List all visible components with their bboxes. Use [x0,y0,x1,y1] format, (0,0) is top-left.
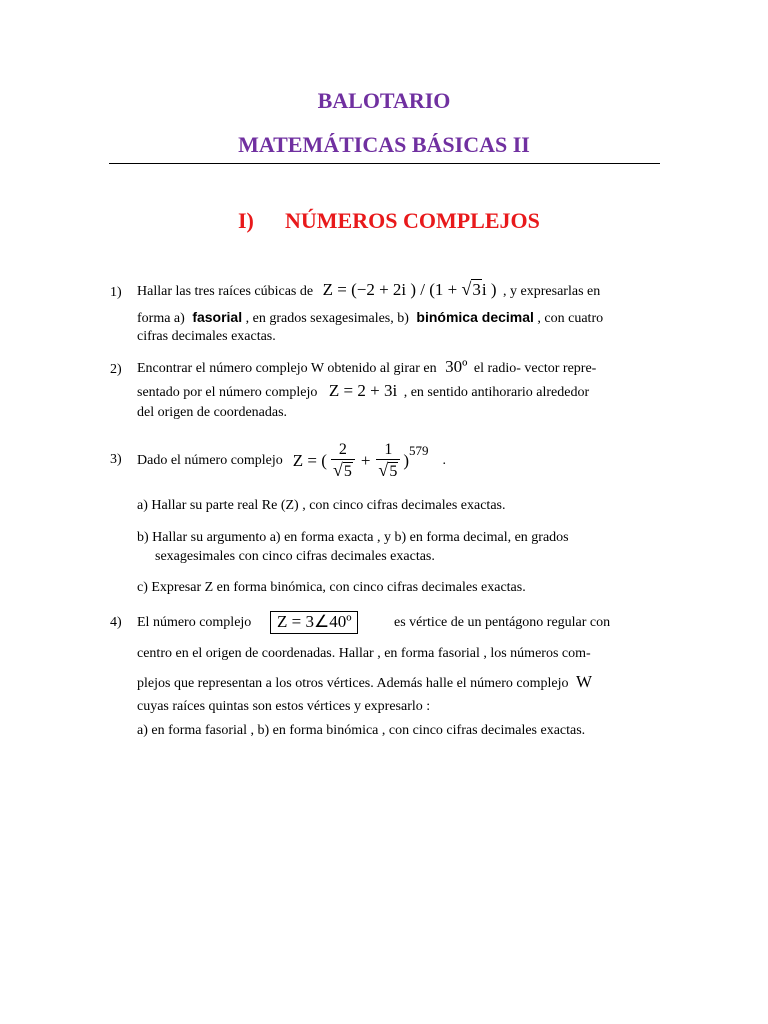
sqrt-symbol: √ [378,459,389,480]
problem-1-form-end: , con cuatro [537,311,604,326]
problem-2-line-1 [137,357,596,377]
problem-1-equation [323,280,497,299]
problem-1-line-2 [137,309,603,327]
header-divider [109,163,660,164]
fraction-1-radicand: 5 [343,462,352,480]
fraction-1-denominator [331,459,355,482]
problem-2-line-2 [137,381,589,401]
problem-1-form-middle: , en grados sexagesimales, b) [245,311,409,326]
problem-1-equation-left: Z = (−2 + 2i ) / (1 + [322,280,458,299]
problem-1-line-1 [137,279,600,300]
problem-4-line-5: a) en forma fasorial , b) en forma binómica , con cinco cifras decimales exactas. [137,723,586,738]
sqrt-symbol: √ [332,459,343,480]
fraction-2-radicand: 5 [389,462,398,480]
problem-1-bold-fasorial: fasorial [192,309,243,325]
problem-1-form-label: forma a) [137,311,185,326]
problem-4-line-3-text: plejos que representan a los otros vértices. Además halle el número complejo [137,676,569,691]
problem-3-part-b-line-1: b) Hallar su argumento a) en forma exacta , y b) en forma decimal, en grados [137,530,569,545]
problem-4-boxed-equation: Z = 3∠40º [270,611,358,634]
problem-3-part-b-line-2: sexagesimales con cinco cifras decimales exactas. [155,549,435,564]
problem-2-equation: Z = 2 + 3i [328,381,398,400]
problem-2-text-d: , en sentido antihorario alrededor [403,385,590,400]
problem-3-period: . [442,453,446,468]
sqrt-symbol: √ [461,279,472,299]
problem-3-intro: Dado el número complejo [137,453,283,468]
problem-4-w: W [576,672,593,691]
problem-3-equation-start: Z = ( [292,451,327,470]
section-title: NÚMEROS COMPLEJOS [285,208,540,233]
problem-1-intro: Hallar las tres raíces cúbicas de [137,284,314,299]
document-subtitle: MATEMÁTICAS BÁSICAS II [238,132,530,157]
section-number: I) [238,208,254,233]
problem-3-part-c: c) Expresar Z en forma binómica, con cinco cifras decimales exactas. [137,580,526,595]
plus-sign: + [360,451,371,470]
fraction-2-denominator [376,459,400,482]
problem-1-radicand: 3 [472,280,481,299]
problem-3-exponent: 579 [408,443,429,458]
document-title: BALOTARIO [317,88,451,113]
fraction-2-numerator: 1 [384,440,393,458]
problem-1-intro-end: , y expresarlas en [503,284,601,299]
problem-4-line-2: centro en el origen de coordenadas. Hallar , en forma fasorial , los números com- [137,646,591,661]
problem-3-part-a: a) Hallar su parte real Re (Z) , con cinco cifras decimales exactas. [137,498,506,513]
problem-2-text-a: Encontrar el número complejo W obtenido al girar en [137,361,437,376]
problem-1-bold-binomica: binómica decimal [416,309,534,325]
problem-1-number: 1) [110,285,122,300]
problem-1-line-3: cifras decimales exactas. [137,329,276,344]
problem-3-close-paren: ) [403,451,409,470]
problem-1-equation-right: i ) [481,280,497,299]
problem-4-number: 4) [110,615,122,630]
problem-2-line-3: del origen de coordenadas. [137,405,288,420]
problem-3-number: 3) [110,452,122,467]
problem-2-number: 2) [110,362,122,377]
problem-2-angle: 30º [445,357,468,376]
problem-4-intro-end: es vértice de un pentágono regular con [394,615,611,630]
problem-4-line-3 [137,672,592,692]
problem-2-text-c: sentado por el número complejo [137,385,318,400]
problem-2-text-b: el radio- vector repre- [473,361,597,376]
problem-3-fraction-1 [331,441,355,482]
problem-3-fraction-2 [376,441,400,482]
problem-4-line-4: cuyas raíces quintas son estos vértices y expresarlo : [137,699,431,714]
problem-3-line-1 [137,436,446,486]
problem-4-intro: El número complejo [137,615,252,630]
fraction-1-numerator: 2 [338,440,347,458]
